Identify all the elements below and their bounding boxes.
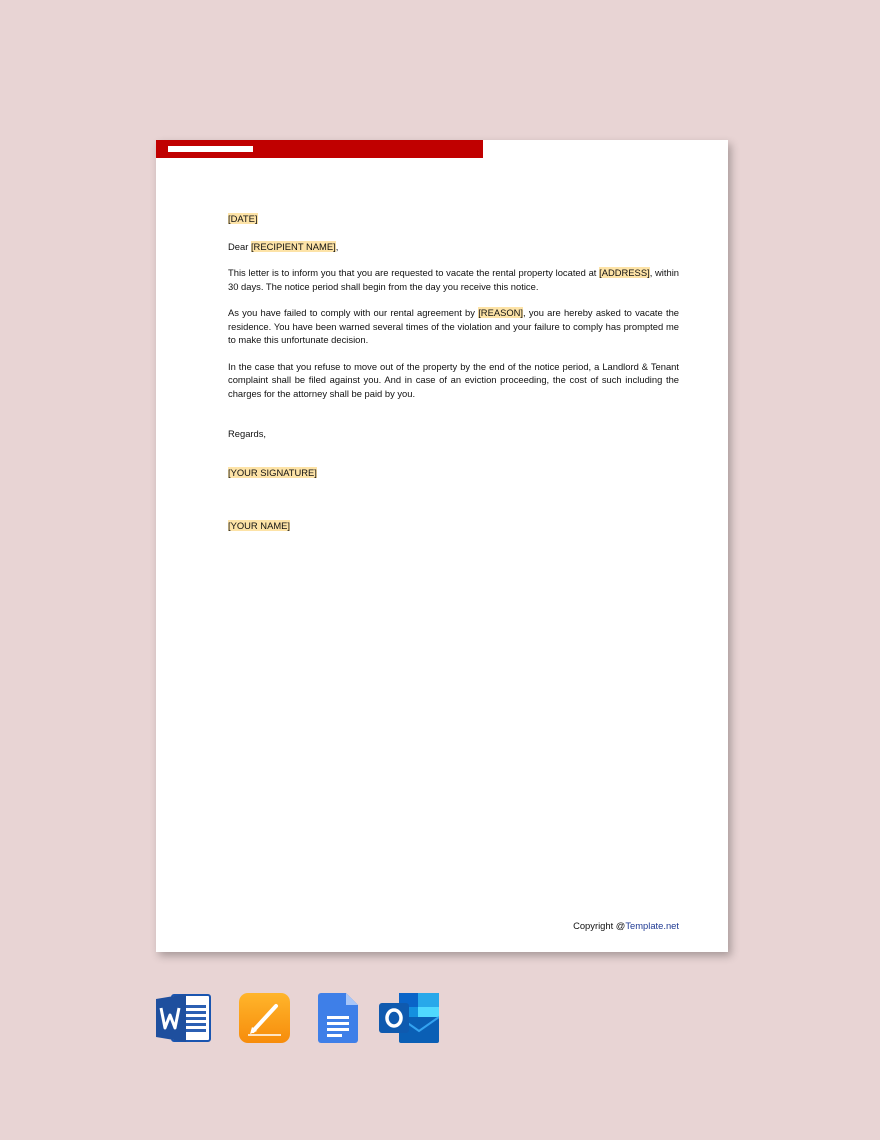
paragraph-2 — [228, 306, 679, 347]
copyright-site-link[interactable]: Template.net — [625, 920, 679, 931]
google-docs-icon[interactable] — [318, 993, 358, 1048]
paragraph-1-end: , within 30 days. The notice period shall begin from the day you receive this notice. — [228, 267, 679, 292]
signature-placeholder: [YOUR SIGNATURE] — [228, 466, 317, 478]
paragraph-1-start: This letter is to inform you that you are requested to vacate the rental property located at — [228, 267, 600, 278]
copyright-prefix: Copyright @ — [573, 920, 626, 931]
paragraph-1 — [228, 266, 679, 293]
signature-line — [228, 466, 679, 480]
paragraph-2-end: , you are hereby asked to vacate the residence. You have been warned several times of the violation and your failure to comply has prompted me to make this unfortunate decision. — [228, 307, 679, 345]
name-line — [228, 519, 679, 533]
recipient-placeholder: [RECIPIENT NAME] — [250, 240, 336, 252]
reason-placeholder: [REASON] — [478, 307, 523, 318]
greeting-suffix: , — [335, 240, 339, 252]
letter-body — [228, 212, 679, 533]
greeting-line — [228, 240, 679, 254]
copyright-footer — [573, 920, 679, 931]
paragraph-3: In the case that you refuse to move out of the property by the end of the notice period, a Landlord & Tenant complaint shall be filed against you. And in case of an eviction proceeding, the cost of such including the charges for the attorney shall be paid by you. — [228, 360, 679, 399]
name-placeholder: [YOUR NAME] — [228, 520, 290, 531]
pages-icon[interactable] — [239, 993, 290, 1048]
date-placeholder: [DATE] — [228, 213, 258, 224]
paragraph-2-start: As you have failed to comply with our rental agreement by — [228, 307, 479, 318]
header-bar-line — [168, 146, 253, 152]
word-icon[interactable] — [156, 993, 212, 1048]
document-page — [156, 140, 728, 952]
outlook-icon[interactable] — [379, 993, 439, 1048]
date-line — [228, 212, 679, 226]
address-placeholder: [ADDRESS] — [599, 267, 650, 278]
header-bar — [156, 140, 483, 158]
greeting-prefix: Dear — [228, 240, 251, 252]
regards-line: Regards, — [228, 428, 267, 439]
